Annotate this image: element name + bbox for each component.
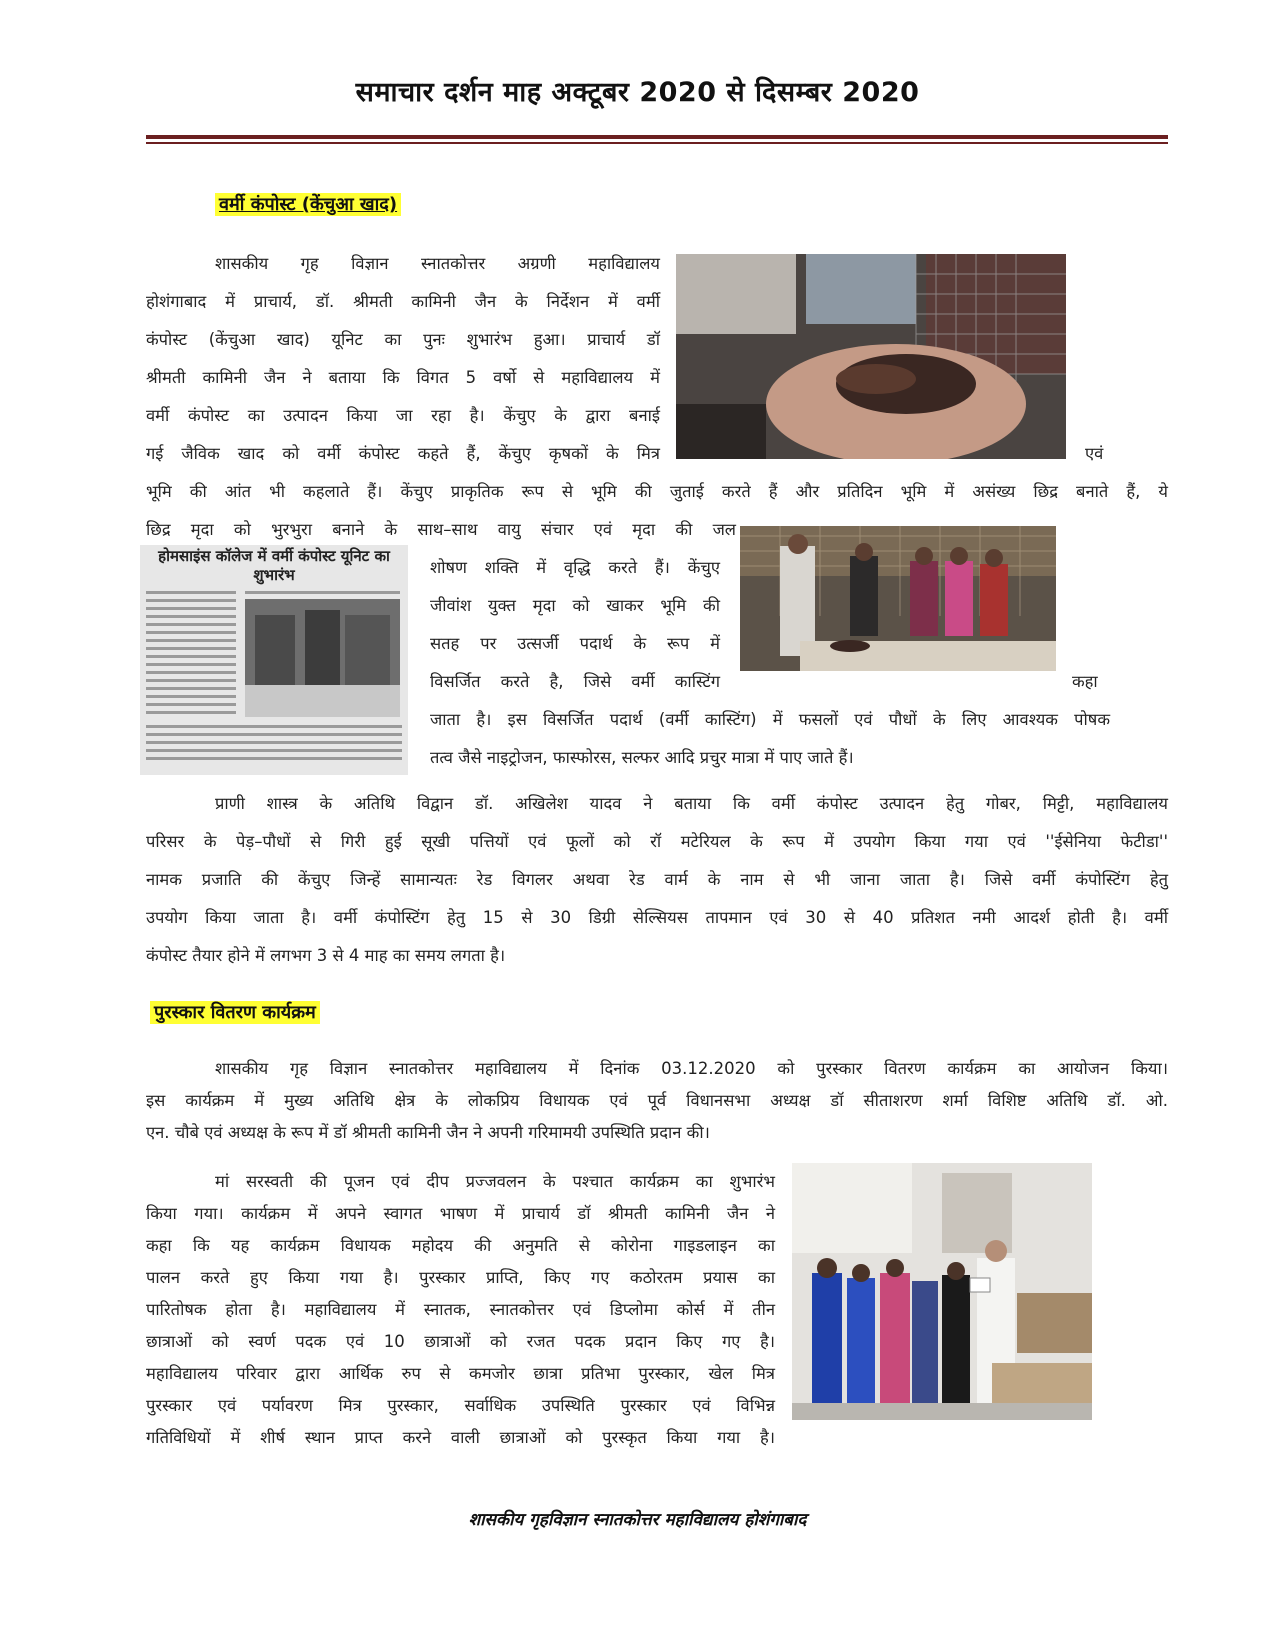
award-para2-line-5: पारितोषक होता है। महाविद्यालय में स्नातक, स्नातकोत्तर एवं डिप्लोमा कोर्स में तीन [146,1300,775,1319]
para-line-12: विसर्जित करते है, जिसे वर्मी कास्टिंग [430,672,720,691]
para-line-2: होशंगाबाद में प्राचार्य, डॉ. श्रीमती कामिनी जैन के निर्देशन में वर्मी [146,292,660,311]
page-title: समाचार दर्शन माह अक्टूबर 2020 से दिसम्बर 2020 [355,77,920,108]
award-para2-line-6: छात्राओं को स्वर्ण पदक एवं 10 छात्राओं को रजत पदक प्रदान किए गए है। [146,1332,775,1351]
award-para2-line-7: महाविद्यालय परिवार द्वारा आर्थिक रुप से कमजोर छात्रा प्रतिभा पुरस्कार, खेल मित्र [146,1364,775,1383]
para-line-3: कंपोस्ट (केंचुआ खाद) यूनिट का पुनः शुभारंभ हुआ। प्राचार्य डॉ [146,330,660,349]
para2-line-4: उपयोग किया जाता है। वर्मी कंपोस्टिंग हेतु 15 से 30 डिग्री सेल्सियस तापमान एवं 30 से 40 प्रतिशत नमी आदर्श होती है। वर्मी [146,908,1168,927]
header-rule-thin [146,142,1168,144]
para-line-1: शासकीय गृह विज्ञान स्नातकोत्तर अग्रणी महाविद्यालय [215,254,660,273]
page-footer: शासकीय गृहविज्ञान स्नातकोत्तर महाविद्यालय होशंगाबाद [468,1510,807,1530]
para-line-6: गई जैविक खाद को वर्मी कंपोस्ट कहते हैं, केंचुए कृषकों के मित्र [146,444,660,463]
award-para2-line-9: गतिविधियों में शीर्ष स्थान प्राप्त करने वाली छात्राओं को पुरस्कृत किया गया है। [146,1428,775,1447]
para-word-ev: एवं [1085,444,1104,463]
para-line-5: वर्मी कंपोस्ट का उत्पादन किया जा रहा है। केंचुए के द्वारा बनाई [146,406,660,425]
award-para1-line-3: एन. चौबे एवं अध्यक्ष के रूप में डॉ श्रीमती कामिनी जैन ने अपनी गरिमामयी उपस्थिति प्रदान की। [146,1123,710,1142]
para-line-9: शोषण शक्ति में वृद्धि करते हैं। केंचुए [430,558,720,577]
para-line-8: छिद्र मृदा को भुरभुरा बनाने के साथ–साथ वायु संचार एवं मृदा की जल [146,520,736,539]
award-para2-line-4: पालन करते हुए किया गया है। पुरस्कार प्राप्ति, किए गए कठोरतम प्रयास का [146,1268,775,1287]
award-para2-line-1: मां सरस्वती की पूजन एवं दीप प्रज्जवलन के पश्चात कार्यक्रम का शुभारंभ [215,1172,775,1191]
header-rule [146,135,1168,139]
award-para1-line-1: शासकीय गृह विज्ञान स्नातकोत्तर महाविद्यालय में दिनांक 03.12.2020 को पुरस्कार वितरण कार्यक्रम का आयोजन किया। [215,1059,1168,1078]
award-ceremony-photo [792,1163,1092,1420]
award-para2-line-3: कहा कि यह कार्यक्रम विधायक महोदय की अनुमति से कोरोना गाइडलाइन का [146,1236,775,1255]
para2-line-1: प्राणी शास्त्र के अतिथि विद्वान डॉ. अखिलेश यादव ने बताया कि वर्मी कंपोस्ट उत्पादन हेतु गोबर, मिट्टी, महाविद्यालय [215,794,1168,813]
para-word-kaha: कहा [1072,672,1098,691]
award-para2-line-8: पुरस्कार एवं पर्यावरण मित्र पुरस्कार, सर्वाधिक उपस्थिति पुरस्कार एवं विभिन्न [146,1396,775,1415]
section-heading-vermicompost: वर्मी कंपोस्ट (केंचुआ खाद) [215,193,401,216]
para2-line-3: नामक प्रजाति की केंचुए जिन्हें सामान्यतः रेड विगलर अथवा रेड वार्म के नाम से भी जाना जाता है। जिसे वर्मी कंपोस्टिंग हेतु [146,870,1168,889]
para-line-13: जाता है। इस विसर्जित पदार्थ (वर्मी कास्टिंग) में फसलों एवं पौधों के लिए आवश्यक पोषक [430,710,1110,729]
newspaper-headline: होमसाइंस कॉलेज में वर्मी कंपोस्ट यूनिट का शुभारंभ [158,547,390,584]
para-line-10: जीवांश युक्त मृदा को खाकर भूमि की [430,596,720,615]
section-heading-award: पुरस्कार वितरण कार्यक्रम [150,1001,320,1024]
award-para1-line-2: इस कार्यक्रम में मुख्य अतिथि क्षेत्र के लोकप्रिय विधायक एवं पूर्व विधानसभा अध्यक्ष डॉ सीताशरण शर्मा विशिष्ट अतिथि डॉ. ओ. [146,1091,1168,1110]
para-line-14: तत्व जैसे नाइट्रोजन, फास्फोरस, सल्फर आदि प्रचुर मात्रा में पाए जाते हैं। [430,748,854,767]
para-line-7: भूमि की आंत भी कहलाते हैं। केंचुए प्राकृतिक रूप से भूमि की जुताई करते हैं और प्रतिदिन भूमि में असंख्य छिद्र बनाते हैं, ये [146,482,1168,501]
vermicompost-unit-photo [740,526,1056,671]
para2-line-2: परिसर के पेड़–पौधों से गिरी हुई सूखी पत्तियों एवं फूलों को रॉ मटेरियल के रूप में उपयोग किया गया एवं ''ईसेनिया फेटीडा'' [146,832,1168,851]
vermicompost-photo [676,254,1066,459]
newspaper-clipping [140,545,408,775]
para2-line-5: कंपोस्ट तैयार होने में लगभग 3 से 4 माह का समय लगता है। [146,946,506,965]
para-line-11: सतह पर उत्सर्जी पदार्थ के रूप में [430,634,720,653]
para-line-4: श्रीमती कामिनी जैन ने बताया कि विगत 5 वर्षो से महाविद्यालय में [146,368,660,387]
award-para2-line-2: किया गया। कार्यक्रम में अपने स्वागत भाषण में प्राचार्य डॉ श्रीमती कामिनी जैन ने [146,1204,775,1223]
